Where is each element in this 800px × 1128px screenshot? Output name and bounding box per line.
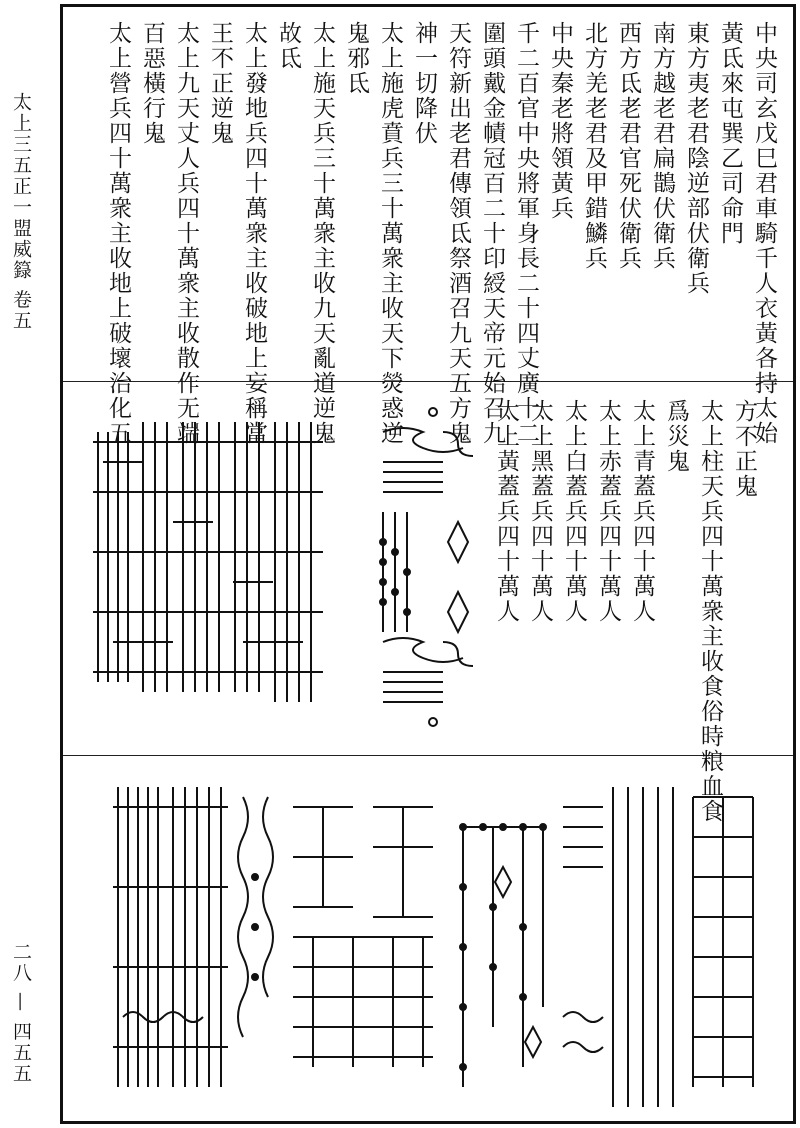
text-column: 太上赤蓋兵四十萬人 bbox=[595, 399, 621, 624]
text-column: 圍頭戴金幘冠百二十印綬天帝元始召九 bbox=[479, 21, 505, 446]
text-column: 神一切降伏 bbox=[411, 21, 437, 146]
text-column: 爲災鬼 bbox=[663, 399, 689, 474]
text-column: 中央司玄戊巳君車騎千人衣黃各持太始 bbox=[751, 21, 777, 446]
bottom-talisman bbox=[93, 767, 773, 1117]
talisman-right-block bbox=[563, 787, 753, 1107]
mid-left-talisman bbox=[83, 392, 483, 742]
text-column: 王不正逆鬼 bbox=[207, 21, 233, 146]
text-column: 南方越老君扁鵲伏衛兵 bbox=[649, 21, 675, 271]
text-column: 百惡橫行鬼 bbox=[139, 21, 165, 146]
text-column: 太上白蓋兵四十萬人 bbox=[561, 399, 587, 624]
side-title: 太上三五正一盟威籙 卷五 bbox=[10, 92, 32, 332]
text-column: 故氐 bbox=[275, 21, 301, 71]
text-column: 東方夷老君陰逆部伏衛兵 bbox=[683, 21, 709, 296]
text-column: 黃氐來屯巽乙司命門 bbox=[717, 21, 743, 246]
text-column: 太上營兵四十萬衆主收地上破壞治化五 bbox=[105, 21, 131, 446]
page-frame bbox=[60, 4, 796, 1124]
text-column: 太上發地兵四十萬衆主收破地上妄稱當 bbox=[241, 21, 267, 446]
text-column: 太上青蓋兵四十萬人 bbox=[629, 399, 655, 624]
text-column: 北方羌老君及甲錯鱗兵 bbox=[581, 21, 607, 271]
talisman-curls bbox=[383, 408, 473, 726]
talisman-left-block bbox=[113, 787, 228, 1087]
text-column: 太上九天丈人兵四十萬衆主收散作无端 bbox=[173, 21, 199, 446]
side-page-number: 二八 — 四五五 bbox=[10, 942, 32, 1085]
text-column: 千二百官中央將軍身長二十四丈廣十二 bbox=[513, 21, 539, 446]
text-column: 鬼邪氐 bbox=[343, 21, 369, 96]
text-column: 西方氐老君官死伏衛兵 bbox=[615, 21, 641, 271]
talisman-squiggles bbox=[238, 797, 273, 1037]
text-column: 太上施虎賁兵三十萬衆主收天下熒惑逆 bbox=[377, 21, 403, 446]
text-column: 天符新出老君傳領氐祭酒召九天五方鬼 bbox=[445, 21, 471, 446]
text-column: 方不正鬼 bbox=[731, 399, 757, 499]
talisman-middle-block bbox=[293, 807, 433, 1067]
talisman-dot-network bbox=[460, 824, 546, 1087]
text-column: 中央秦老將領黃兵 bbox=[547, 21, 573, 221]
text-column: 太上施天兵三十萬衆主收九天亂道逆鬼 bbox=[309, 21, 335, 446]
text-column: 太上黑蓋兵四十萬人 bbox=[527, 399, 553, 624]
text-column: 太上黃蓋兵四十萬人 bbox=[493, 399, 519, 624]
talisman-strokes bbox=[93, 422, 323, 702]
talisman-dot-chain bbox=[380, 512, 410, 632]
text-column: 太上柱天兵四十萬衆主收食俗時粮血食 bbox=[697, 399, 723, 824]
section-divider bbox=[63, 755, 793, 756]
